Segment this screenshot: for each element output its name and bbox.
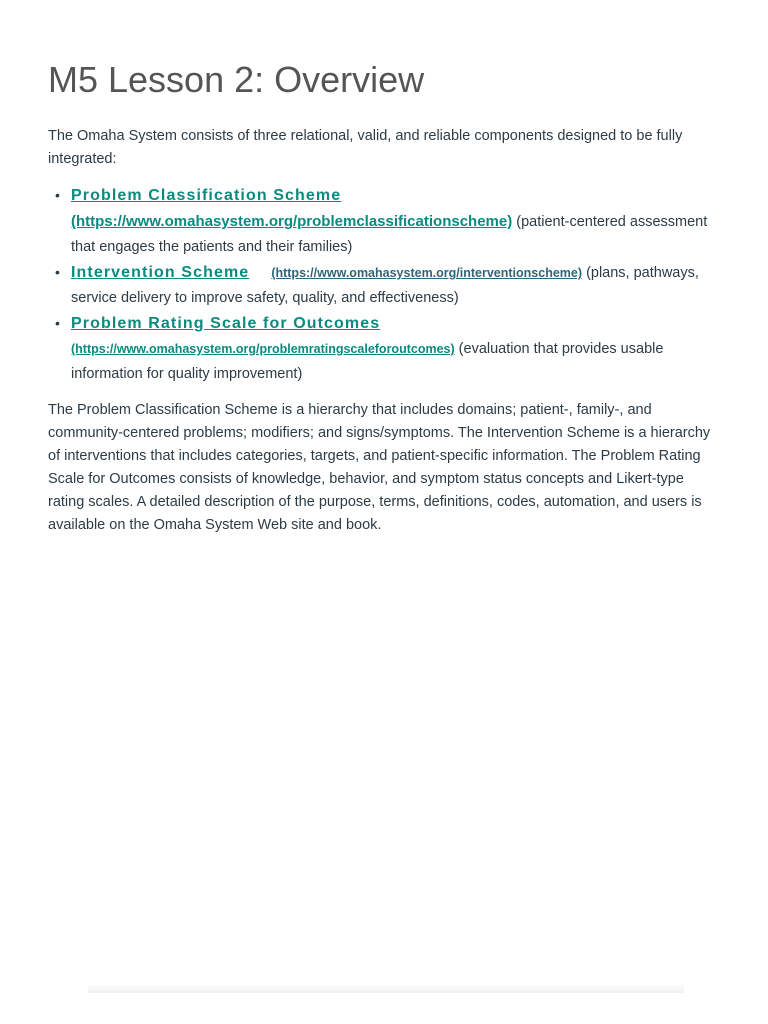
bullet-icon: •: [55, 264, 60, 280]
item-description: (evaluation that provides usable information for quality improvement): [71, 341, 664, 382]
bullet-icon: •: [55, 315, 60, 331]
intervention-scheme-url-link[interactable]: (https://www.omahasystem.org/interventionscheme): [271, 266, 583, 280]
components-list: [48, 183, 720, 387]
problem-rating-scale-link[interactable]: Problem Rating Scale for Outcomes: [71, 315, 381, 332]
intro-paragraph: The Omaha System consists of three relational, valid, and reliable components designed to be fully integrated:: [48, 128, 683, 167]
page-title: M5 Lesson 2: Overview: [48, 59, 425, 100]
item-description: (patient-centered assessment that engages the patients and their families): [71, 214, 708, 255]
list-item: [55, 260, 720, 311]
problem-classification-url-link[interactable]: (https://www.omahasystem.org/problemclassificationscheme): [71, 213, 513, 230]
list-item: [55, 183, 720, 260]
body-paragraph: The Problem Classification Scheme is a hierarchy that includes domains; patient-, family-, and community-centered problems; modifiers; and signs/symptoms. The Intervention Scheme is a hierarchy of interventions that includes categories, targets, and patient-specific information. The Problem Rating Scale for Outcomes consists of knowledge, behavior, and symptom status concepts and Likert-type rating scales. A detailed description of the purpose, terms, definitions, codes, automation, and users is available on the Omaha System Web site and book.: [48, 402, 711, 533]
item-description: (plans, pathways, service delivery to improve safety, quality, and effectiveness): [71, 265, 699, 306]
problem-rating-scale-url-link[interactable]: (https://www.omahasystem.org/problemratingscaleforoutcomes): [71, 342, 455, 356]
list-item: [55, 311, 720, 387]
lesson-content: [48, 56, 720, 537]
intervention-scheme-link[interactable]: Intervention Scheme: [71, 264, 250, 281]
problem-classification-link[interactable]: Problem Classification Scheme: [71, 187, 342, 204]
bullet-icon: •: [55, 187, 60, 203]
footer-divider: [88, 985, 684, 993]
